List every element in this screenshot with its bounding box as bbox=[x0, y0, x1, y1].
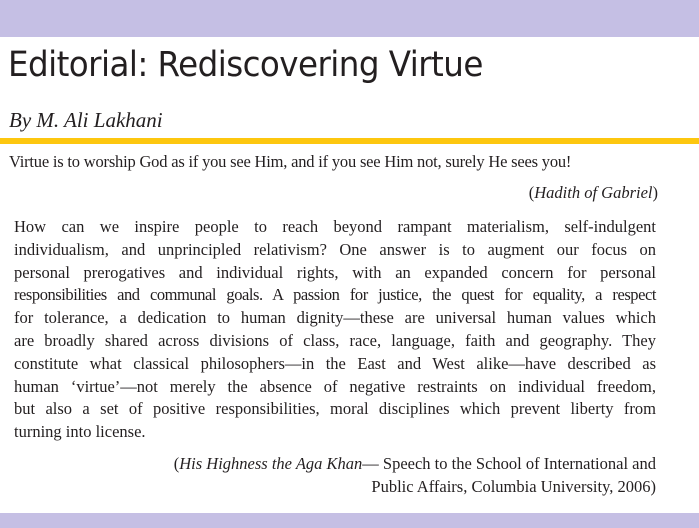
citation-speaker: His Highness the Aga Khan bbox=[179, 454, 363, 473]
body-line: turning into license. bbox=[14, 422, 146, 442]
body-line: are broadly shared across divisions of class, race, language, faith and geography. They bbox=[14, 330, 656, 350]
bottom-decorative-band bbox=[0, 513, 699, 528]
body-line: How can we inspire people to reach beyond rampant materialism, self-indulgent bbox=[14, 217, 656, 236]
body-line: individualism, and unprincipled relativism? One answer is to augment our focus on bbox=[14, 239, 656, 259]
header-divider bbox=[0, 138, 699, 144]
body-line: personal prerogatives and individual rights, with an expanded concern for personal bbox=[14, 262, 656, 282]
epigraph-source-name: Hadith of Gabriel bbox=[534, 183, 653, 202]
citation-line-2: Public Affairs, Columbia University, 2006) bbox=[371, 477, 656, 496]
citation-line-1: (His Highness the Aga Khan— Speech to the School of International and bbox=[173, 454, 656, 473]
body-paragraph bbox=[14, 216, 656, 444]
body-line: for tolerance, a dedication to human dignity—these are universal human values which bbox=[14, 308, 656, 328]
page-title: Editorial: Rediscovering Virtue bbox=[8, 45, 483, 85]
body-line: constitute what classical philosophers—in the East and West alike—have described as bbox=[14, 353, 656, 373]
epigraph-quote: Virtue is to worship God as if you see Him, and if you see Him not, surely He sees you! bbox=[9, 152, 572, 171]
speech-citation bbox=[174, 452, 656, 498]
author-byline: By M. Ali Lakhani bbox=[9, 108, 163, 132]
body-line: responsibilities and communal goals. A passion for justice, the quest for equality, a respect bbox=[14, 285, 656, 305]
top-decorative-band bbox=[0, 0, 699, 37]
epigraph-source: (Hadith of Gabriel) bbox=[528, 183, 658, 202]
body-line: but also a set of positive responsibilities, moral disciplines which prevent liberty from bbox=[14, 399, 656, 419]
body-line: human ‘virtue’—not merely the absence of negative restraints on individual freedom, bbox=[14, 376, 656, 396]
